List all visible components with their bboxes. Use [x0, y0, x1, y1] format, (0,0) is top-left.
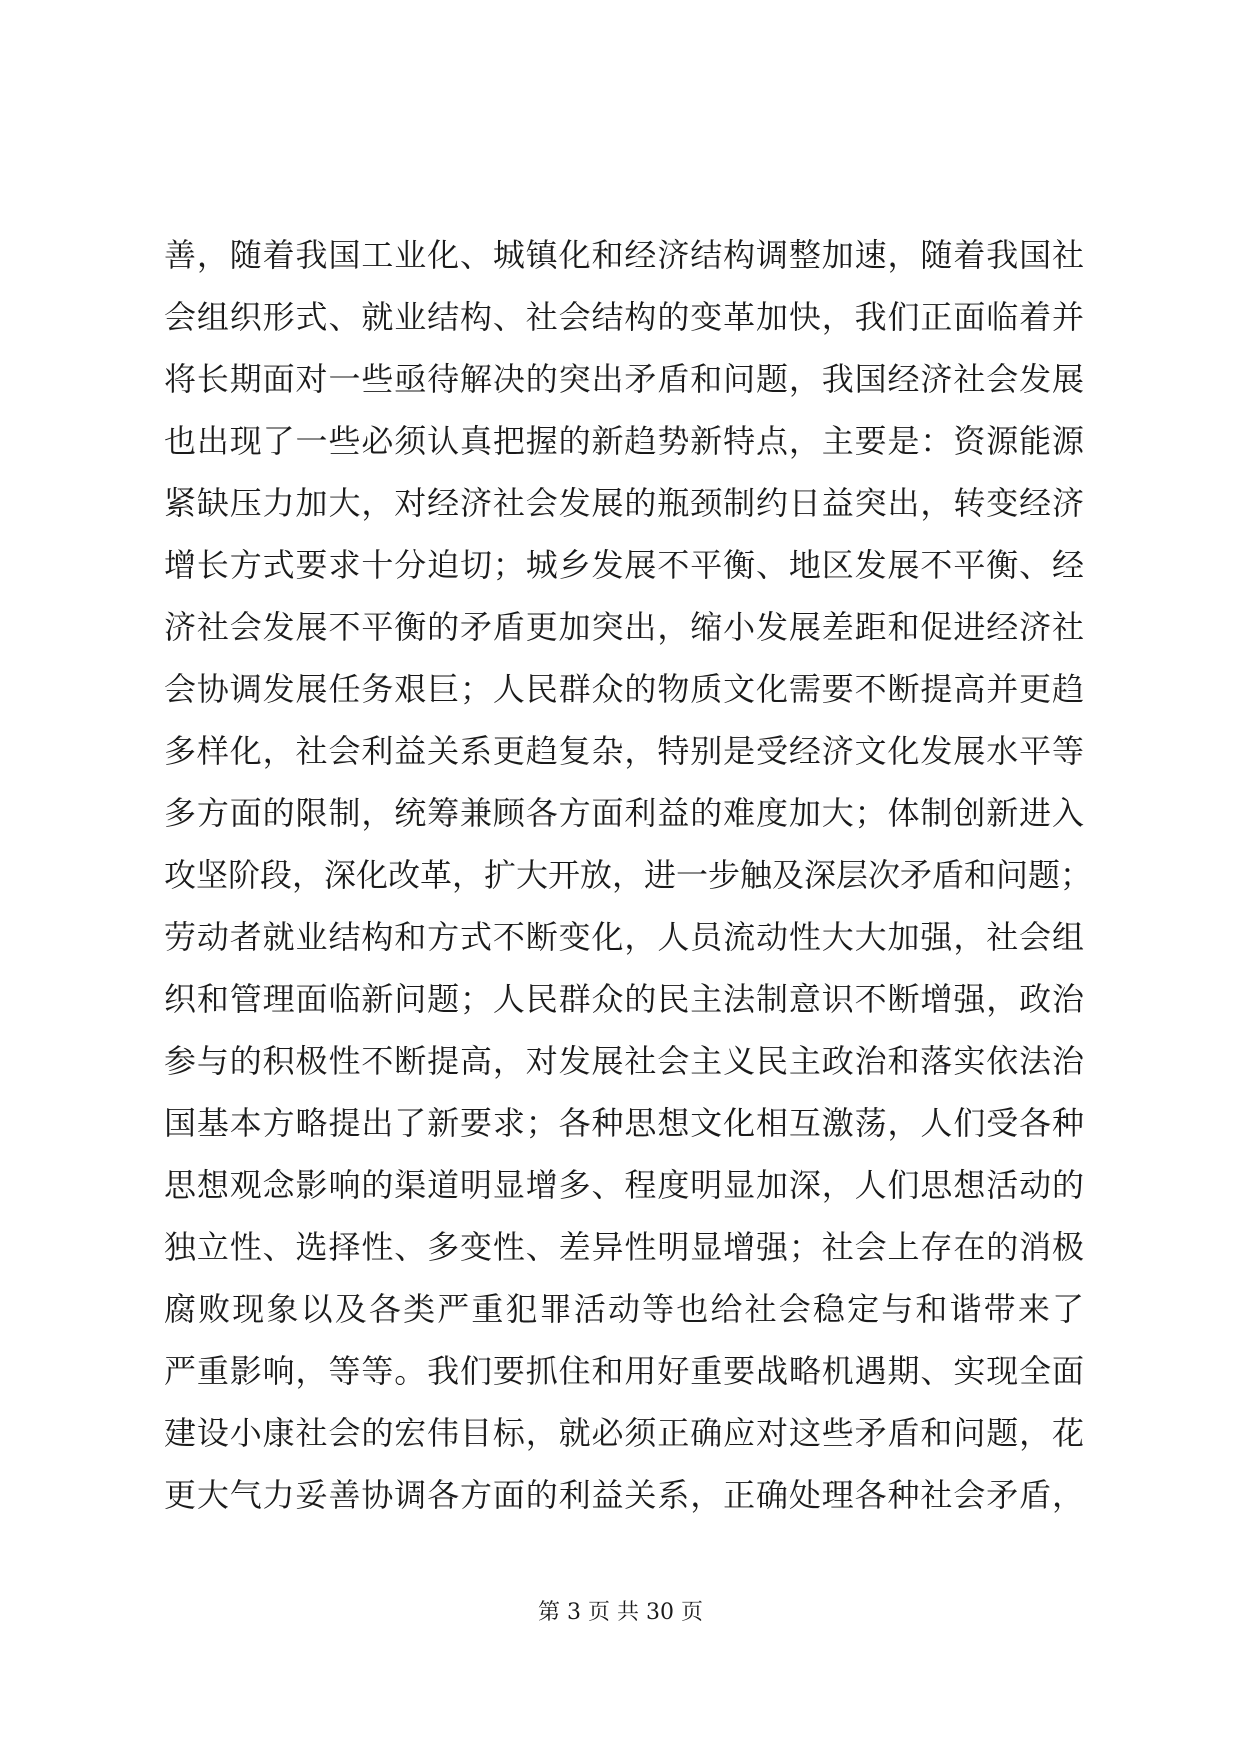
- text-line: 国基本方略提出了新要求；各种思想文化相互激荡，人们受各种: [164, 1104, 1084, 1142]
- text-line: 劳动者就业结构和方式不断变化，人员流动性大大加强，社会组: [164, 918, 1084, 956]
- text-line: 参与的积极性不断提高，对发展社会主义民主政治和落实依法治: [164, 1042, 1084, 1080]
- page-number-label: 第 3 页 共 30 页: [538, 1600, 703, 1625]
- body-text: [164, 224, 1093, 1526]
- text-line: 善，随着我国工业化、城镇化和经济结构调整加速，随着我国社: [164, 236, 1084, 274]
- text-line: 紧缺压力加大，对经济社会发展的瓶颈制约日益突出，转变经济: [164, 484, 1084, 522]
- text-line: 独立性、选择性、多变性、差异性明显增强；社会上存在的消极: [164, 1228, 1084, 1266]
- text-line: 多方面的限制，统筹兼顾各方面利益的难度加大；体制创新进入: [164, 794, 1084, 832]
- page-footer: [0, 1598, 1241, 1628]
- text-line: 攻坚阶段，深化改革，扩大开放，进一步触及深层次矛盾和问题；: [164, 856, 1093, 894]
- text-line: 将长期面对一些亟待解决的突出矛盾和问题，我国经济社会发展: [164, 360, 1084, 398]
- text-line: 增长方式要求十分迫切；城乡发展不平衡、地区发展不平衡、经: [164, 546, 1084, 584]
- text-line: 建设小康社会的宏伟目标，就必须正确应对这些矛盾和问题，花: [164, 1414, 1084, 1452]
- text-line: 济社会发展不平衡的矛盾更加突出，缩小发展差距和促进经济社: [164, 608, 1084, 646]
- text-line: 会协调发展任务艰巨；人民群众的物质文化需要不断提高并更趋: [164, 670, 1084, 708]
- text-line: 更大气力妥善协调各方面的利益关系，正确处理各种社会矛盾，: [164, 1476, 1084, 1514]
- text-line: 织和管理面临新问题；人民群众的民主法制意识不断增强，政治: [164, 980, 1084, 1018]
- text-line: 严重影响，等等。我们要抓住和用好重要战略机遇期、实现全面: [164, 1352, 1084, 1390]
- text-line: 腐败现象以及各类严重犯罪活动等也给社会稳定与和谐带来了: [164, 1290, 1084, 1328]
- text-line: 多样化，社会利益关系更趋复杂，特别是受经济文化发展水平等: [164, 732, 1084, 770]
- text-line: 思想观念影响的渠道明显增多、程度明显加深，人们思想活动的: [164, 1166, 1084, 1204]
- text-line: 会组织形式、就业结构、社会结构的变革加快，我们正面临着并: [164, 298, 1084, 336]
- text-line: 也出现了一些必须认真把握的新趋势新特点，主要是：资源能源: [164, 422, 1084, 460]
